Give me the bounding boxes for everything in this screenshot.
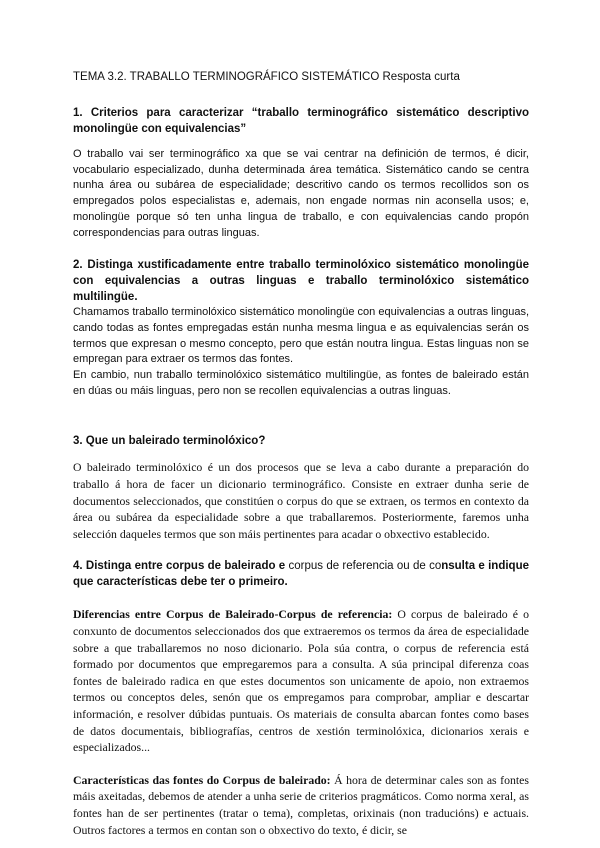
- question-4-heading: [73, 558, 529, 590]
- question-4-paragraph-differences: [73, 606, 529, 755]
- question-1-heading: 1. Criterios para caracterizar “traballo terminográfico sistemático descriptivo monolingüe con equivalencias”: [73, 107, 529, 135]
- page-title: TEMA 3.2. TRABALLO TERMINOGRÁFICO SISTEMÁTICO Resposta curta: [73, 71, 460, 83]
- characteristics-lead: Características das fontes do Corpus de baleirado:: [73, 772, 331, 787]
- characteristics-body: Á hora de determinar cales son as fontes máis axeitadas, debemos de atender a unha serie de criterios pragmáticos. Como norma xeral, as fontes han de ser pertinentes (tratar o tema), completas, orixinais (non traducións) e actuais. Outros factores a termos en contan son o obxectivo do texto, é dicir, se: [73, 772, 529, 837]
- question-2-heading: 2. Distinga xustificadamente entre traballo terminolóxico sistemático monolingüe con equivalencias a outras linguas e traballo terminolóxico sistemático multilingüe.: [73, 259, 529, 304]
- differences-lead: Diferencias entre Corpus de Baleirado-Corpus de referencia:: [73, 607, 393, 622]
- question-2-answer-paragraph-1: Chamamos traballo terminolóxico sistemático monolingüe con equivalencias a outras linguas, cando todas as fontes empregadas están nunha mesma lingua e as equivalencias serán os termos que expresan o mesmo concepto, pero que están noutra lingua. Estas linguas non se empregan para extraer os termos das fontes.: [73, 306, 529, 366]
- differences-body: O corpus de baleirado é o conxunto de documentos seleccionados dos que extraeremos os termos da área de especialidade sobre a que traballaremos no noso dicionario. Pola súa contra, o corpus de referencia está formado por documentos que empregaremos para a consulta. A súa principal diferenza coas fontes de baleirado radica en que estes documentos son unicamente de apoio, non extraemos termos ou conceptos deles, senón que os empregamos para comprobar, ampliar e descartar información, e resolver dúbidas puntuais. Os materiais de consulta abarcan fontes como bases de datos documentais, bibliografías, centros de xestión terminolóxica, dicionarios xerais e especializados...: [73, 607, 529, 755]
- question-2-answer-paragraph-2: En cambio, nun traballo terminolóxico sistemático multilingüe, as fontes de baleirado están en dúas ou máis linguas, pero non se recollen equivalencias a outras linguas.: [73, 369, 529, 397]
- document-page: [73, 70, 529, 838]
- question-4-heading-part-1: 4. Distinga entre corpus de baleirado e: [73, 560, 289, 573]
- question-4-paragraph-characteristics: [73, 772, 529, 838]
- question-4-heading-part-2: corpus de referencia ou de co: [288, 560, 442, 573]
- question-4-heading-part-3: nsulta e indique que características debe ter o primeiro.: [73, 560, 529, 589]
- question-3-heading: 3. Que un baleirado terminolóxico?: [73, 435, 266, 448]
- question-1-answer: O traballo vai ser terminográfico xa que se vai centrar na definición de termos, é dicir, vocabulario especializado, dunha determinada área temática. Sistemático cando se centra nunha área ou subárea de especialidade; descritivo cando os termos recollidos son os empregados polos especialistas e, ademais, non engade normas nin aconsella usos; e, monolingüe porque só ten unha lingua de traballo, e con equivalencias cando propón correspondencias para outras linguas.: [73, 148, 529, 239]
- question-3-answer: O baleirado terminolóxico é un dos procesos que se leva a cabo durante a preparación do traballo á hora de facer un dicionario terminográfico. Consiste en extraer dunha serie de documentos seleccionados, que constitúen o corpus do que se extraen, os termos en contexto da área ou subárea da especialidade sobre a que traballaremos. Posteriormente, faremos unha selección daqueles termos que son máis pertinentes para acadar o obxectivo establecido.: [73, 460, 529, 541]
